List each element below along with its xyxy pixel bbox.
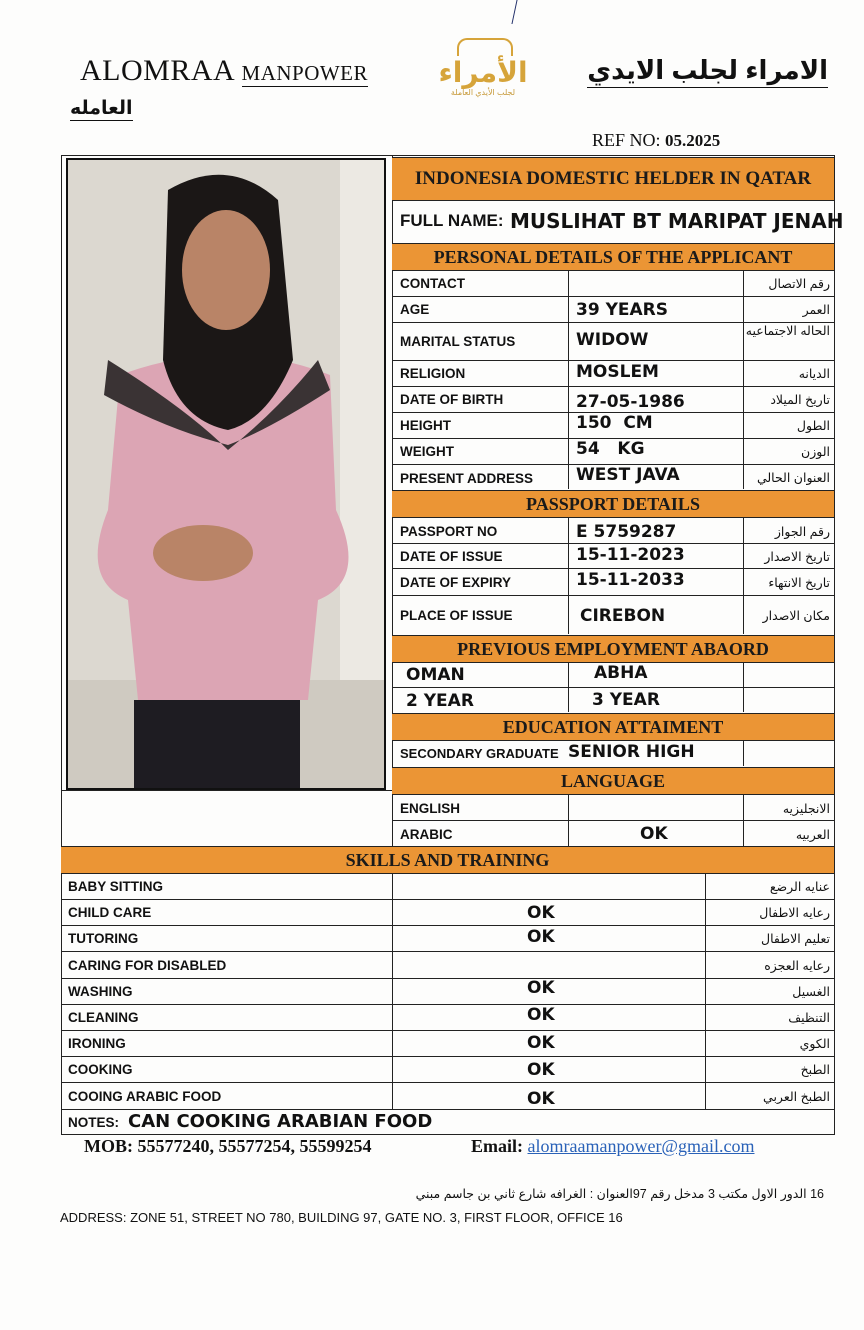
skill-baby-sitting-label: BABY SITTING [68,879,164,894]
passport-no-label-ar: رقم الجواز [774,525,830,539]
marital-status-value: WIDOW [576,330,649,350]
skill-caring-disabled-ar: رعايه العجزه [764,959,830,973]
personal-details-header: PERSONAL DETAILS OF THE APPLICANT [392,243,834,271]
employment-duration-2: 3 YEAR [592,690,660,710]
place-of-issue-label: PLACE OF ISSUE [400,608,513,623]
skill-washing-label: WASHING [68,984,133,999]
address-en: ADDRESS: ZONE 51, STREET NO 780, BUILDING 97, GATE NO. 3, FIRST FLOOR, OFFICE 16 [60,1210,623,1225]
email-line [471,1136,755,1157]
religion-label-ar: الديانه [798,367,830,381]
row-line [392,543,834,544]
skill-child-care-label: CHILD CARE [68,905,152,920]
row-line [392,820,834,821]
place-of-issue-value: CIREBON [580,606,666,626]
present-address-label: PRESENT ADDRESS [400,471,534,486]
date-of-birth-label-ar: تاريخ الميلاد [770,393,830,407]
brand-subtitle-ar: العامله [70,98,133,119]
marital-status-label-ar: الحاله الاجتماعيه [745,324,830,338]
height-label-ar: الطول [796,419,830,433]
document-title: INDONESIA DOMESTIC HELDER IN QATAR [392,157,834,201]
skill-cleaning-value: OK [527,1005,555,1025]
reference-number [592,130,720,151]
age-label: AGE [400,302,430,317]
date-of-expiry-label: DATE OF EXPIRY [400,575,512,590]
skill-washing-value: OK [527,978,555,998]
row-line [61,899,834,900]
row-line [392,595,834,596]
mobile-numbers: MOB: 55577240, 55577254, 55599254 [84,1136,372,1156]
marital-status-label: MARITAL STATUS [400,334,516,349]
date-of-expiry-value: 15-11-2033 [576,570,685,590]
weight-label-ar: الوزن [801,445,830,459]
skill-tutoring-label: TUTORING [68,931,139,946]
email-link[interactable]: alomraamanpower@gmail.com [527,1136,755,1156]
education-header: EDUCATION ATTAIMENT [392,713,834,741]
religion-value: MOSLEM [576,362,659,382]
employment-country-1: OMAN [406,665,465,685]
present-address-value: WEST JAVA [576,465,680,485]
skill-cleaning-ar: التنظيف [788,1011,830,1025]
arabic-value: OK [640,824,668,844]
address-ar: 16 الدور الاول مكتب 3 مدخل رقم 97العنوان : الغرافه شارع ثاني بن جاسم مبني [415,1187,824,1201]
skill-tutoring-ar: تعليم الاطفال [761,932,830,946]
previous-employment-header: PREVIOUS EMPLOYMENT ABAORD [392,635,834,663]
arabic-label: ARABIC [400,827,453,842]
personal-col-divider-1 [568,270,569,489]
contact-label-ar: رقم الاتصال [768,277,830,291]
skill-cleaning-label: CLEANING [68,1010,139,1025]
skill-ironing-ar: الكوي [799,1037,830,1051]
contact-label: CONTACT [400,276,465,291]
passport-col-divider-2 [743,517,744,634]
skill-ironing-label: IRONING [68,1036,126,1051]
date-of-expiry-label-ar: تاريخ الانتهاء [768,576,830,590]
row-line [61,1082,834,1083]
row-line [61,1004,834,1005]
photo-bottom-line [61,790,392,791]
weight-label: WEIGHT [400,444,454,459]
full-name-label: FULL NAME: [400,211,504,230]
row-line [61,1056,834,1057]
education-value: SENIOR HIGH [568,742,695,762]
full-name-value: MUSLIHAT BT MARIPAT JENAH [510,209,844,233]
table-border-right [834,155,835,1135]
brand-name-en [80,54,368,88]
row-line [61,925,834,926]
row-line [61,1109,834,1110]
row-line [392,568,834,569]
skill-cooking-value: OK [527,1060,555,1080]
email-label: Email: [471,1136,523,1156]
table-border-left [61,155,62,1135]
brand-name-main: ALOMRAA [80,54,234,87]
pen-mark [511,0,523,24]
skill-arabic-food-value: OK [527,1089,555,1109]
skill-washing-ar: الغسيل [792,985,830,999]
date-of-birth-value: 27-05-1986 [576,392,685,412]
applicant-photo [66,158,386,790]
passport-col-divider-1 [568,517,569,634]
skills-col-divider-2 [705,873,706,1109]
logo-subtext: لجلب الأيدي العاملة [450,88,516,97]
skills-header: SKILLS AND TRAINING [61,846,834,874]
arabic-label-ar: العربيه [795,828,830,842]
row-line [392,687,834,688]
notes-value: CAN COOKING ARABIAN FOOD [128,1111,433,1132]
age-value: 39 YEARS [576,300,668,320]
brand-name-manpower: MANPOWER [241,61,369,85]
passport-no-value: E 5759287 [576,522,677,542]
row-line [392,386,834,387]
english-label: ENGLISH [400,801,461,816]
row-line [61,951,834,952]
employment-country-2: ABHA [594,663,648,683]
ref-value: 05.2025 [665,131,721,150]
skill-child-care-value: OK [527,903,555,923]
skill-arabic-food-label: COOING ARABIC FOOD [68,1089,222,1104]
skill-baby-sitting-ar: عنايه الرضع [769,880,830,894]
logo-crown-icon [457,38,513,56]
skill-cooking-ar: الطبخ [800,1063,830,1077]
language-header: LANGUAGE [392,767,834,795]
place-of-issue-label-ar: مكان الاصدار [762,609,830,623]
age-label-ar: العمر [802,303,830,317]
ref-label: REF NO: [592,130,661,150]
employment-duration-1: 2 YEAR [406,691,474,711]
personal-col-divider-2 [743,270,744,489]
skill-cooking-label: COOKING [68,1062,133,1077]
skill-arabic-food-ar: الطبخ العربي [763,1090,830,1104]
english-label-ar: الانجليزيه [782,802,830,816]
skill-child-care-ar: رعايه الاطفال [759,906,830,920]
present-address-label-ar: العنوان الحالي [756,471,830,485]
date-of-issue-value: 15-11-2023 [576,545,685,565]
brand-name-ar: الامراء لجلب الايدي [587,55,828,88]
passport-no-label: PASSPORT NO [400,524,498,539]
row-line [61,978,834,979]
religion-label: RELIGION [400,366,466,381]
applicant-photo-illustration [68,160,384,788]
table-border-bottom [61,1134,834,1135]
skill-caring-disabled-label: CARING FOR DISABLED [68,958,227,973]
skill-tutoring-value: OK [527,927,555,947]
table-border-top [61,155,834,156]
row-line [61,1030,834,1031]
education-label: SECONDARY GRADUATE [400,746,559,761]
skill-ironing-value: OK [527,1033,555,1053]
row-line [392,360,834,361]
date-of-issue-label: DATE OF ISSUE [400,549,503,564]
education-col-divider [743,740,744,766]
date-of-issue-label-ar: تاريخ الاصدار [764,550,830,564]
passport-details-header: PASSPORT DETAILS [392,490,834,518]
date-of-birth-label: DATE OF BIRTH [400,392,504,407]
height-value: 150 CM [576,413,653,433]
notes-label: NOTES: [68,1115,120,1130]
weight-value: 54 KG [576,439,645,459]
logo-text: الأمراء [438,56,528,89]
row-line [392,296,834,297]
company-logo [413,38,553,100]
height-label: HEIGHT [400,418,452,433]
skills-col-divider-1 [392,873,393,1109]
